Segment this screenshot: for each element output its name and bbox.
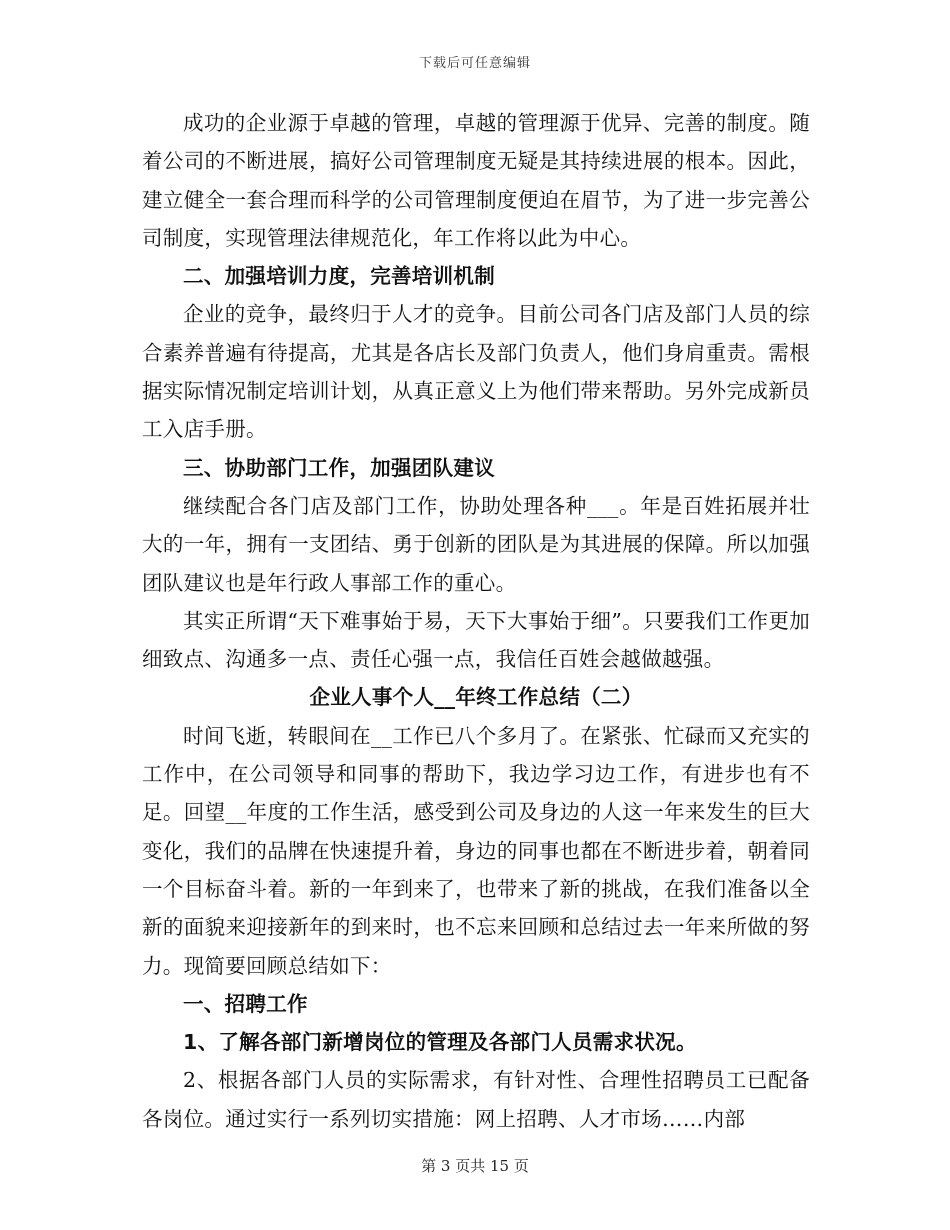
paragraph-management-system: 成功的企业源于卓越的管理，卓越的管理源于优异、完善的制度。随着公司的不断进展，搞好公司管理制度无疑是其持续进展的根本。因此，建立健全一套合理而科学的公司管理制度便迫在眉节，为了进一步完善公司制度，实现管理法律规范化，年工作将以此为中心。 — [142, 111, 810, 250]
section-title-summary-two: 企业人事个人__年终工作总结（二） — [309, 685, 643, 710]
page-footer: 第 3 页共 15 页 — [421, 1157, 529, 1175]
subheading-department-needs: 1、了解各部门新增岗位的管理及各部门人员需求状况。 — [183, 1030, 697, 1055]
heading-training: 二、加强培训力度，完善培训机制 — [183, 264, 495, 289]
heading-team-building: 三、协助部门工作，加强团队建议 — [183, 455, 495, 480]
heading-recruitment: 一、招聘工作 — [183, 991, 308, 1016]
paragraph-team-building: 继续配合各门店及部门工作，协助处理各种___。年是百姓拓展并壮大的一年，拥有一支团结、勇于创新的团队是为其进展的保障。所以加强团队建议也是年行政人事部工作的重心。 — [142, 493, 810, 595]
document-body — [142, 104, 810, 1138]
page-header: 下载后可任意编辑 — [418, 56, 531, 71]
paragraph-conclusion: 其实正所谓“天下难事始于易，天下大事始于细”。只要我们工作更加细致点、沟通多一点、责任心强一点，我信任百姓会越做越强。 — [142, 608, 810, 672]
paragraph-recruitment-measures: 2、根据各部门人员的实际需求，有针对性、合理性招聘员工已配备各岗位。通过实行一系列切实措施：网上招聘、人才市场……内部 — [142, 1068, 810, 1131]
paragraph-training: 企业的竞争，最终归于人才的竞争。目前公司各门店及部门人员的综合素养普遍有待提高，尤其是各店长及部门负责人，他们身肩重责。需根据实际情况制定培训计划，从真正意义上为他们带来帮助。另外完成新员工入店手册。 — [142, 302, 810, 442]
paragraph-introduction: 时间飞逝，转眼间在__工作已八个多月了。在紧张、忙碌而又充实的工作中，在公司领导和同事的帮助下，我边学习边工作，有进步也有不足。回望__年度的工作生活，感受到公司及身边的人这一年来发生的巨大变化，我们的品牌在快速提升着，身边的同事也都在不断进步着，朝着同一个目标奋斗着。新的一年到来了，也带来了新的挑战，在我们准备以全新的面貌来迎接新年的到来时，也不忘来回顾和总结过去一年来所做的努力。现简要回顾总结如下： — [142, 723, 810, 978]
